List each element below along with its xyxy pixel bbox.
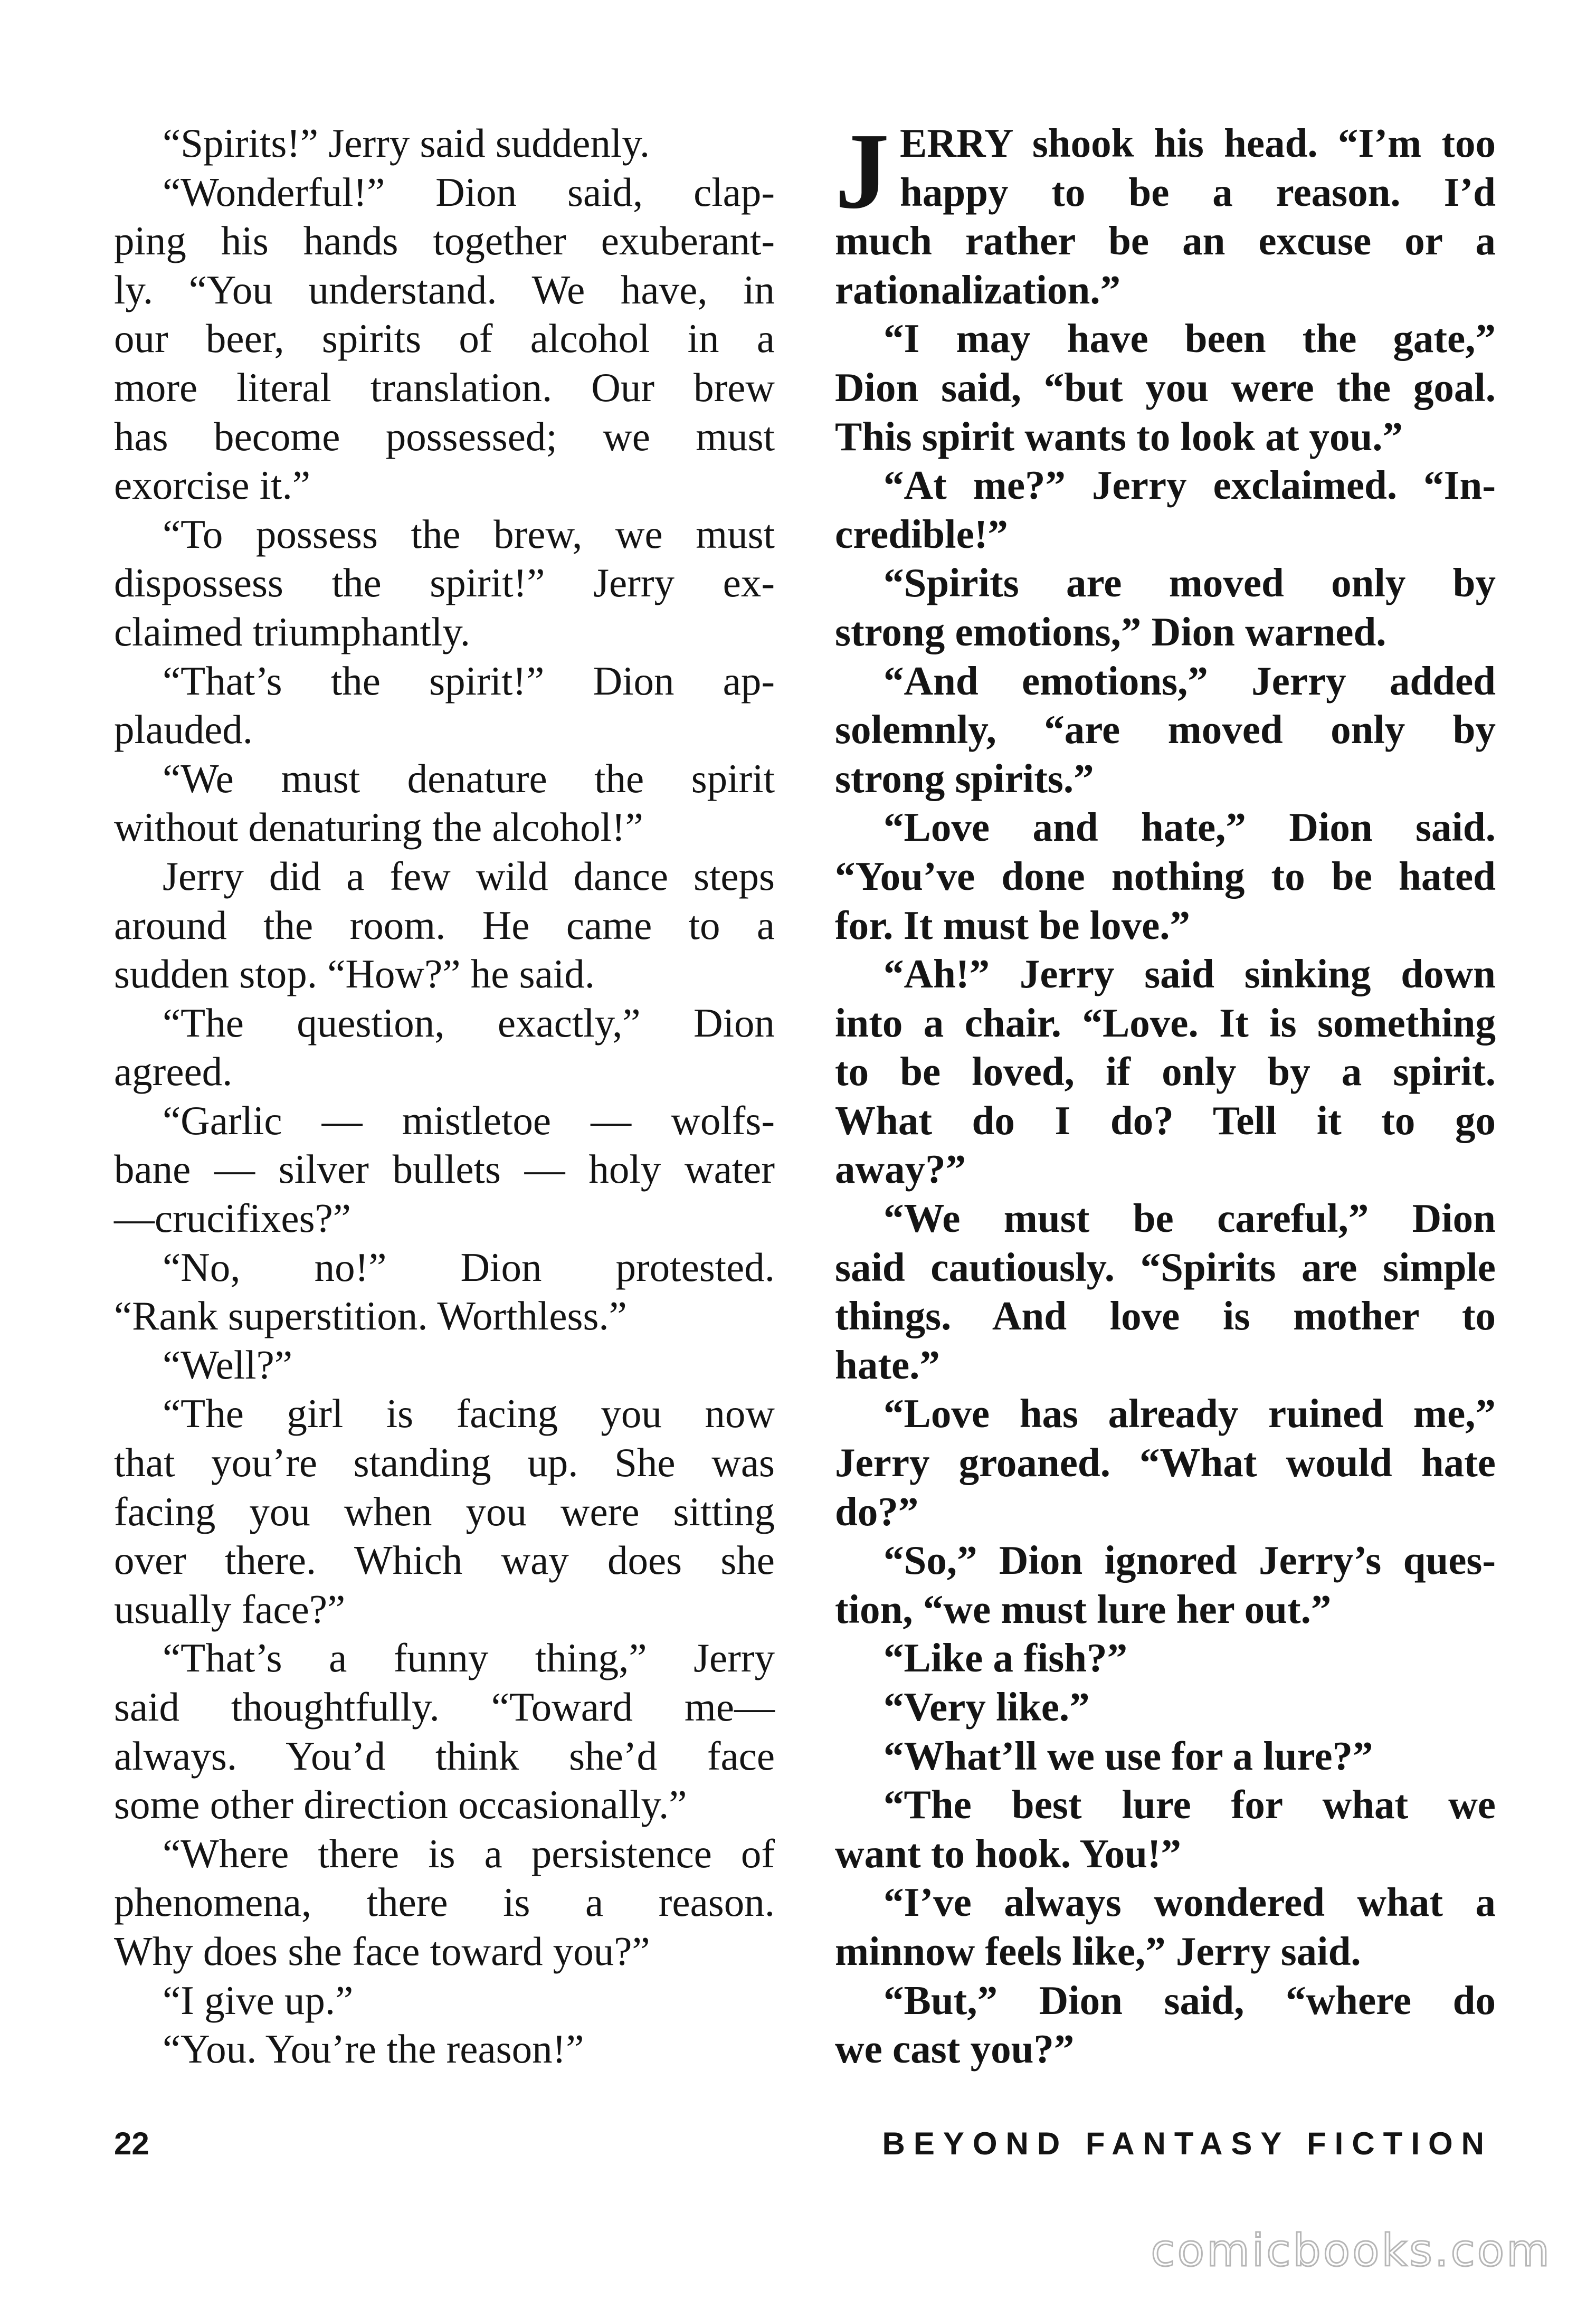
text-line: dispossess the spirit!” Jerry ex- xyxy=(114,560,775,606)
text-line: “Rank superstition. Worthless.” xyxy=(114,1293,627,1339)
drop-cap: J xyxy=(835,110,889,231)
text-line: more literal translation. Our brew xyxy=(114,364,775,410)
text-line: solemnly, “are moved only by xyxy=(835,707,1496,753)
running-title: BEYOND FANTASY FICTION xyxy=(882,2126,1493,2161)
text-line: agreed. xyxy=(114,1049,233,1095)
text-line: “And emotions,” Jerry added xyxy=(884,658,1496,704)
text-line: “You. You’re the reason!” xyxy=(163,2026,584,2072)
text-line: ERRY shook his head. “I’m too xyxy=(900,120,1496,166)
right-text-column xyxy=(835,110,1496,2074)
text-line: “You’ve done nothing to be hated xyxy=(835,853,1496,899)
text-line: strong spirits.” xyxy=(835,755,1094,801)
text-line: “To possess the brew, we must xyxy=(163,511,775,557)
text-line: “Garlic — mistletoe — wolfs- xyxy=(163,1097,775,1143)
text-line: “We must denature the spirit xyxy=(163,755,775,801)
text-line: What do I do? Tell it to go xyxy=(835,1097,1496,1143)
text-line: Why does she face toward you?” xyxy=(114,1928,650,1974)
text-line: that you’re standing up. She was xyxy=(114,1440,775,1486)
text-line: want to hook. You!” xyxy=(835,1830,1182,1876)
text-line: “The best lure for what we xyxy=(884,1782,1496,1828)
text-line: hate.” xyxy=(835,1342,940,1388)
text-line: said thoughtfully. “Toward me— xyxy=(114,1684,775,1730)
text-line: much rather be an excuse or a xyxy=(835,218,1496,264)
text-line: away?” xyxy=(835,1146,966,1192)
text-line: “That’s the spirit!” Dion ap- xyxy=(163,658,775,704)
text-line: exorcise it.” xyxy=(114,462,310,508)
text-line: sudden stop. “How?” he said. xyxy=(114,951,595,997)
text-line: happy to be a reason. I’d xyxy=(900,169,1496,215)
left-text-column xyxy=(114,119,775,2074)
text-line: phenomena, there is a reason. xyxy=(114,1879,775,1925)
text-line: “Where there is a persistence of xyxy=(163,1830,775,1876)
text-line: plauded. xyxy=(114,707,253,753)
text-line: “The question, exactly,” Dion xyxy=(163,1000,775,1046)
text-line: “I give up.” xyxy=(163,1977,354,2023)
text-line: things. And love is mother to xyxy=(835,1293,1496,1339)
text-line: “Ah!” Jerry said sinking down xyxy=(884,951,1496,997)
text-line: without denaturing the alcohol!” xyxy=(114,804,643,850)
text-line: “Wonderful!” Dion said, clap- xyxy=(163,169,775,215)
text-line: strong emotions,” Dion warned. xyxy=(835,609,1386,654)
text-line: our beer, spirits of alcohol in a xyxy=(114,316,775,362)
text-line: “Like a fish?” xyxy=(884,1635,1128,1681)
page-number: 22 xyxy=(114,2126,149,2161)
text-line: “I may have been the gate,” xyxy=(884,316,1496,362)
text-line: “That’s a funny thing,” Jerry xyxy=(163,1635,775,1681)
text-line: for. It must be love.” xyxy=(835,902,1190,948)
text-line: “Very like.” xyxy=(884,1684,1090,1730)
text-line: “Spirits are moved only by xyxy=(884,560,1496,606)
text-line: do?” xyxy=(835,1488,919,1534)
text-line: This spirit wants to look at you.” xyxy=(835,413,1403,459)
text-line: minnow feels like,” Jerry said. xyxy=(835,1928,1361,1974)
text-line: to be loved, if only by a spirit. xyxy=(835,1049,1496,1095)
text-line: claimed triumphantly. xyxy=(114,609,470,654)
text-line: “We must be careful,” Dion xyxy=(884,1195,1496,1241)
text-line: into a chair. “Love. It is something xyxy=(835,1000,1496,1046)
text-line: ly. “You understand. We have, in xyxy=(114,267,775,312)
text-line: “So,” Dion ignored Jerry’s ques- xyxy=(884,1537,1496,1583)
text-line: “At me?” Jerry exclaimed. “In- xyxy=(884,462,1496,508)
text-line: rationalization.” xyxy=(835,267,1121,312)
text-line: said cautiously. “Spirits are simple xyxy=(835,1244,1496,1290)
text-line: Jerry groaned. “What would hate xyxy=(835,1440,1496,1486)
text-line: facing you when you were sitting xyxy=(114,1488,775,1534)
watermark: comicbooks.com xyxy=(1151,2225,1552,2276)
text-line: some other direction occasionally.” xyxy=(114,1782,687,1828)
text-line: “Love has already ruined me,” xyxy=(884,1391,1496,1437)
text-line: —crucifixes?” xyxy=(114,1195,351,1241)
text-line: tion, “we must lure her out.” xyxy=(835,1586,1332,1632)
text-line: has become possessed; we must xyxy=(114,413,775,459)
text-line: credible!” xyxy=(835,511,1008,557)
text-line: usually face?” xyxy=(114,1586,346,1632)
text-line: always. You’d think she’d face xyxy=(114,1733,775,1779)
text-line: “Love and hate,” Dion said. xyxy=(884,804,1496,850)
text-line: bane — silver bullets — holy water xyxy=(114,1146,775,1192)
text-line: Dion said, “but you were the goal. xyxy=(835,364,1496,410)
text-line: we cast you?” xyxy=(835,2026,1075,2072)
text-line: “But,” Dion said, “where do xyxy=(884,1977,1496,2023)
text-line: around the room. He came to a xyxy=(114,902,775,948)
text-line: “Well?” xyxy=(163,1342,293,1388)
text-line: “No, no!” Dion protested. xyxy=(163,1244,775,1290)
text-line: ping his hands together exuberant- xyxy=(114,218,775,264)
text-line: “What’ll we use for a lure?” xyxy=(884,1733,1373,1779)
text-line: “I’ve always wondered what a xyxy=(884,1879,1496,1925)
text-line: “The girl is facing you now xyxy=(163,1391,775,1437)
text-line: over there. Which way does she xyxy=(114,1537,775,1583)
text-line: “Spirits!” Jerry said suddenly. xyxy=(163,120,650,166)
text-line: Jerry did a few wild dance steps xyxy=(163,853,775,899)
